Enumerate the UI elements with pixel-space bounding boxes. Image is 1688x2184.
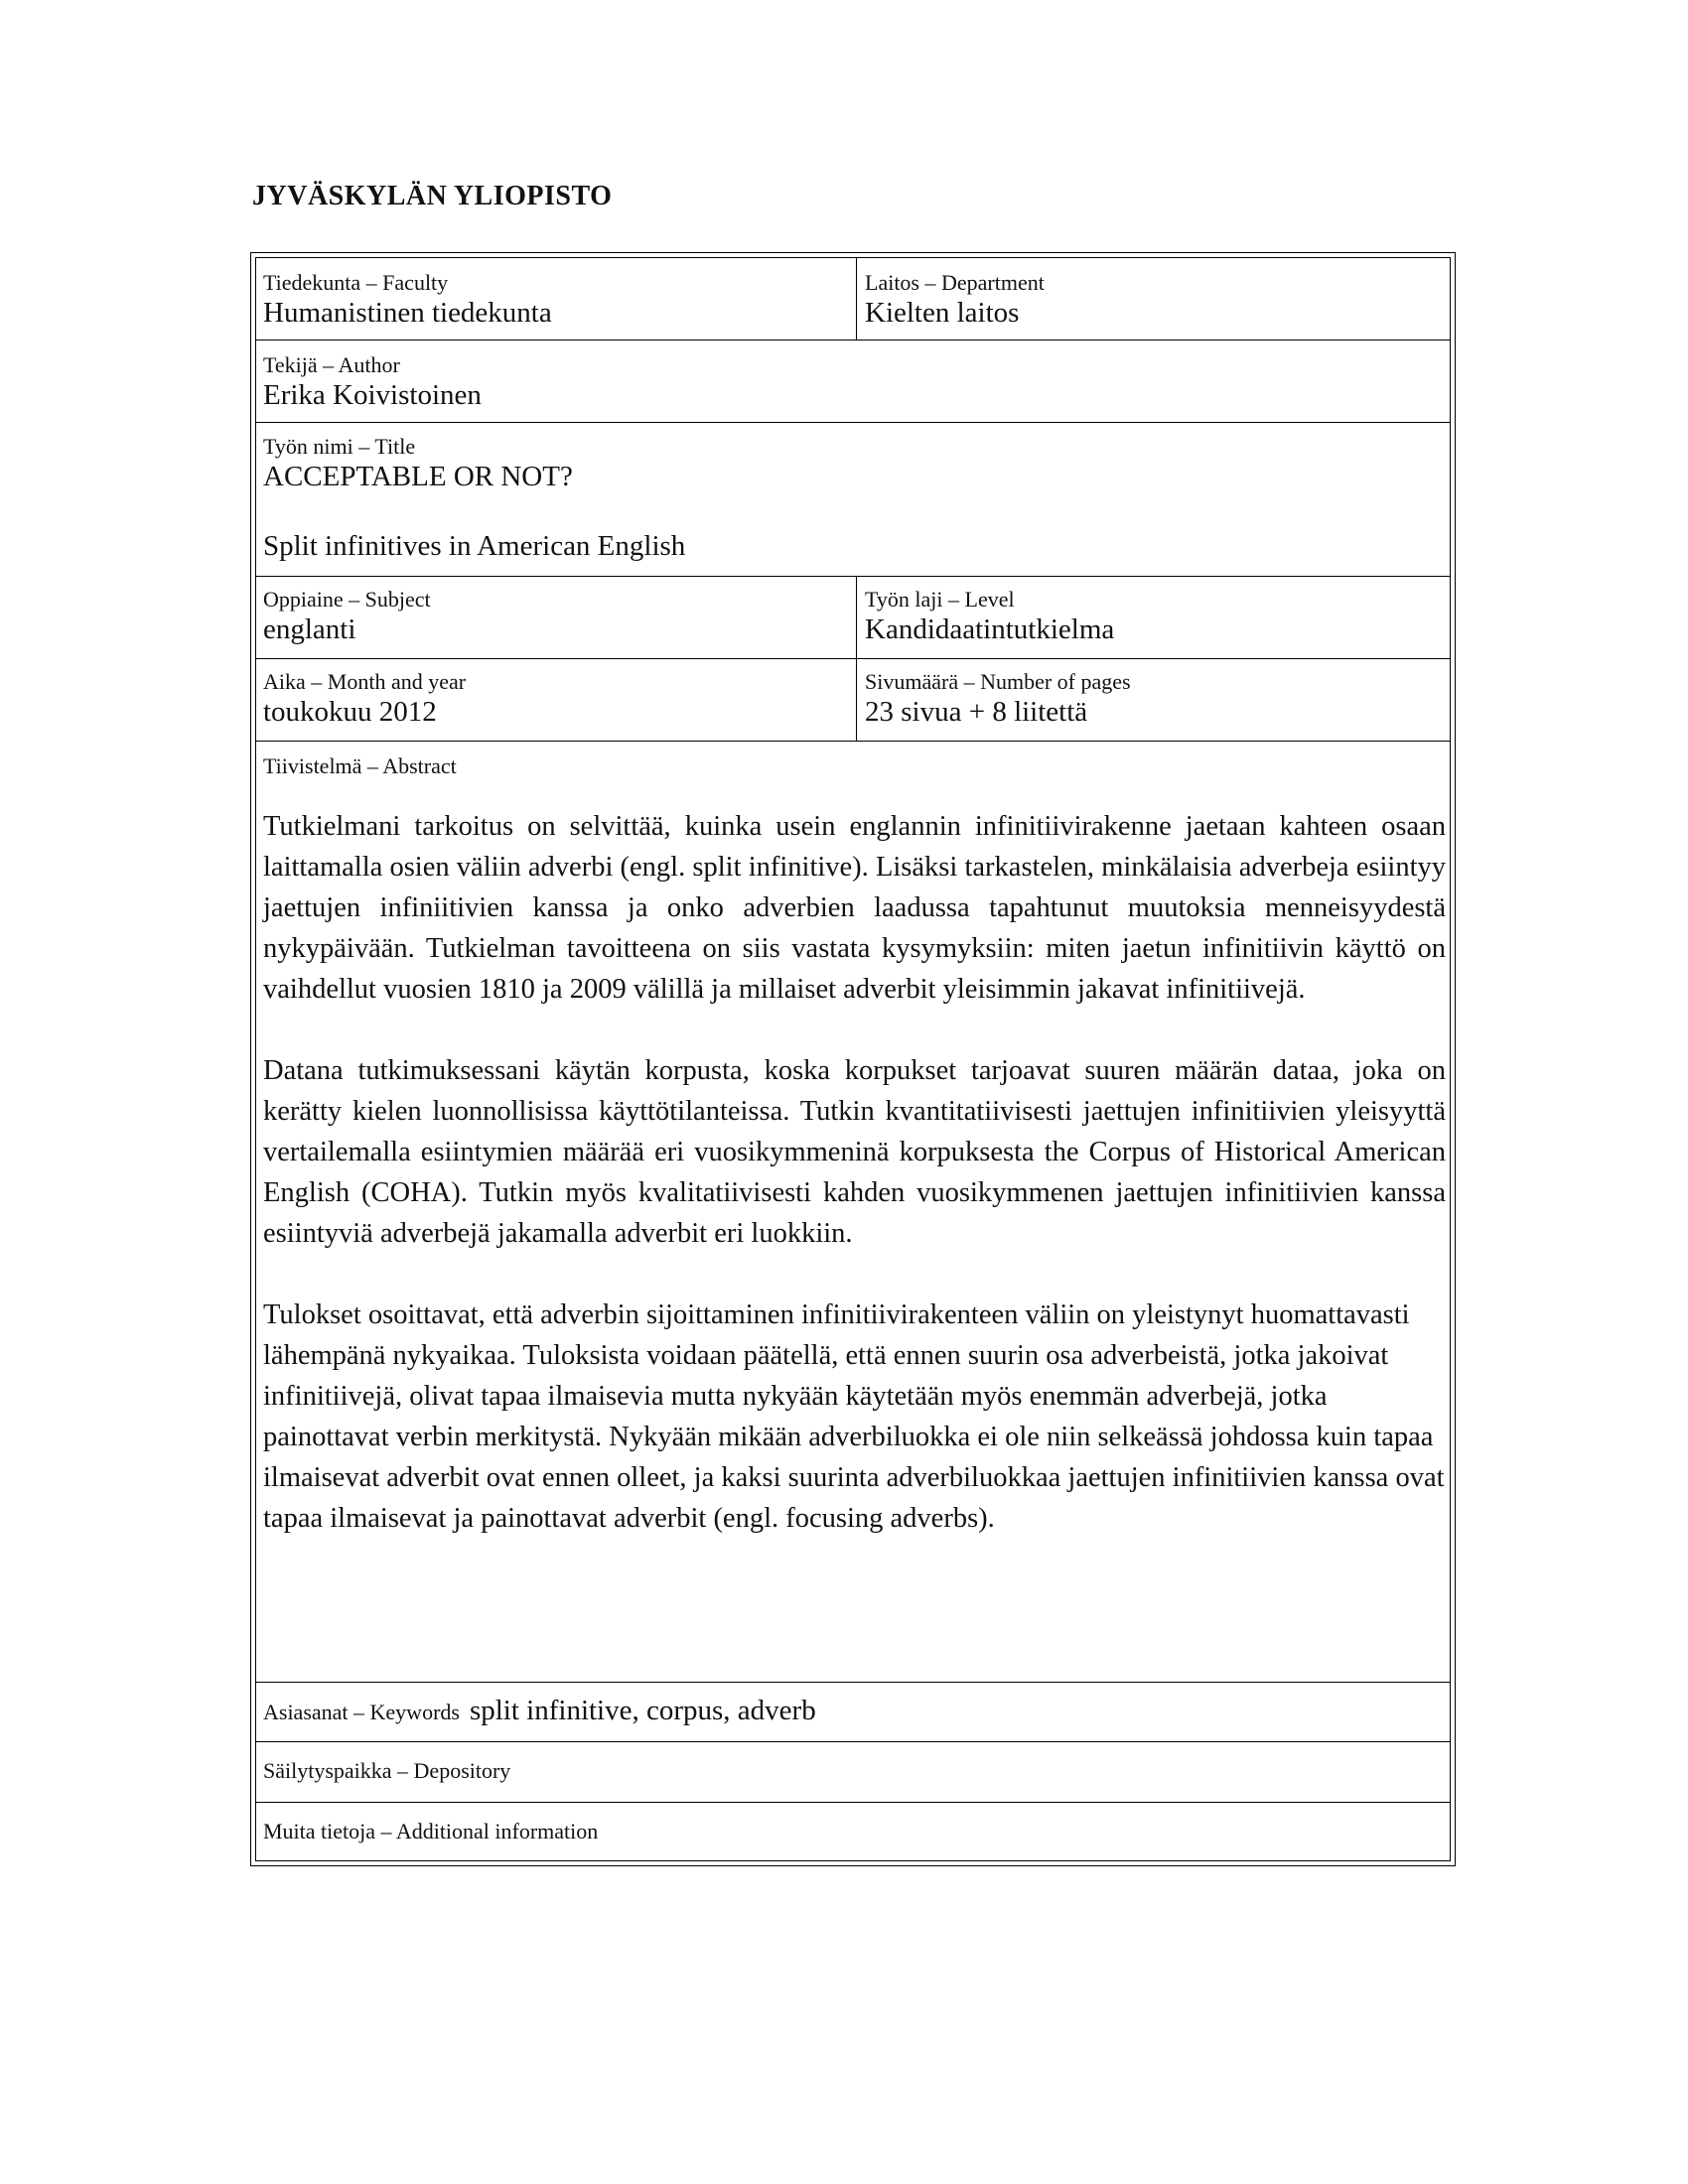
abstract-row [256,742,1450,1683]
faculty-value: Humanistinen tiedekunta [263,297,552,329]
department-label: Laitos – Department [865,270,1045,295]
level-cell [857,577,1450,658]
title-cell [256,423,1450,576]
faculty-department-row [256,258,1450,341]
pages-label: Sivumäärä – Number of pages [865,669,1131,694]
subject-value: englanti [263,614,356,645]
keywords-value: split infinitive, corpus, adverb [469,1695,816,1726]
department-cell [857,258,1450,340]
title-line-1: ACCEPTABLE OR NOT? [263,461,573,492]
author-label: Tekijä – Author [263,352,400,377]
faculty-label: Tiedekunta – Faculty [263,270,449,295]
abstract-label: Tiivistelmä – Abstract [263,753,457,778]
abstract-form-inner [255,257,1451,1861]
abstract-text [263,806,1446,1539]
date-value: toukokuu 2012 [263,696,437,728]
author-row [256,341,1450,423]
author-cell [256,341,1450,422]
depository-row [256,1742,1450,1803]
university-name: JYVÄSKYLÄN YLIOPISTO [252,181,613,211]
date-pages-row [256,659,1450,742]
level-value: Kandidaatintutkielma [865,614,1115,645]
title-line-2: Split infinitives in American English [263,530,686,562]
department-value: Kielten laitos [865,297,1020,329]
date-cell [256,659,857,741]
title-label: Työn nimi – Title [263,434,416,459]
faculty-cell [256,258,857,340]
subject-label: Oppiaine – Subject [263,587,431,612]
title-row [256,423,1450,577]
abstract-paragraph-3: Tulokset osoittavat, että adverbin sijoittaminen infinitiivirakenteen väliin on yleistynyt huomattavasti lähempänä nykyaikaa. Tuloksista voidaan päätellä, että ennen suurin osa adverbeistä, jotka jakoivat infinitiivejä, olivat tapaa ilmaisevia mutta nykyään käytetään myös enemmän adverbejä, jotka painottavat verbin merkitystä. Nykyään mikään adverbiluokka ei ole niin selkeässä johdossa kuin tapaa ilmaisevat adverbit ovat ennen olleet, ja kaksi suurinta adverbiluokkaa jaettujen infinitiivien kanssa ovat tapaa ilmaisevat ja painottavat adverbit (engl. focusing adverbs). [263,1299,1445,1534]
subject-level-row [256,577,1450,659]
date-label: Aika – Month and year [263,669,467,694]
abstract-paragraph-2: Datana tutkimuksessani käytän korpusta, koska korpukset tarjoavat suuren määrän dataa, joka on kerätty kielen luonnollisissa käyttötilanteissa. Tutkin kvantitatiivisesti jaettujen infinitiivien yleisyyttä vertailemalla esiintymien määrää eri vuosikymmeninä korpuksesta the Corpus of Historical American English (COHA). Tutkin myös kvalitatiivisesti kahden vuosikymmenen jaettujen infinitiivien kanssa esiintyviä adverbejä jakamalla adverbit eri luokkiin. [263,1055,1446,1249]
additional-info-label: Muita tietoja – Additional information [263,1819,599,1843]
author-value: Erika Koivistoinen [263,379,482,411]
abstract-paragraph-1: Tutkielmani tarkoitus on selvittää, kuinka usein englannin infinitiivirakenne jaetaan kahteen osaan laittamalla osien väliin adverbi (engl. split infinitive). Lisäksi tarkastelen, minkälaisia adverbeja esiintyy jaettujen infiniitivien kanssa ja onko adverbien laadussa tapahtunut muutoksia menneisyydestä nykypäivään. Tutkielman tavoitteena on siis vastata kysymyksiin: miten jaetun infinitiivin käyttö on vaihdellut vuosien 1810 ja 2009 välillä ja millaiset adverbit yleisimmin jakavat infinitiivejä. [263,811,1446,1005]
pages-value: 23 sivua + 8 liitettä [865,696,1088,728]
keywords-line [263,1695,816,1727]
keywords-row [256,1683,1450,1742]
additional-info-row [256,1803,1450,1862]
depository-label: Säilytyspaikka – Depository [263,1758,511,1783]
level-label: Työn laji – Level [865,587,1015,612]
subject-cell [256,577,857,658]
pages-cell [857,659,1450,741]
keywords-label: Asiasanat – Keywords [263,1700,460,1724]
abstract-form [250,252,1456,1866]
